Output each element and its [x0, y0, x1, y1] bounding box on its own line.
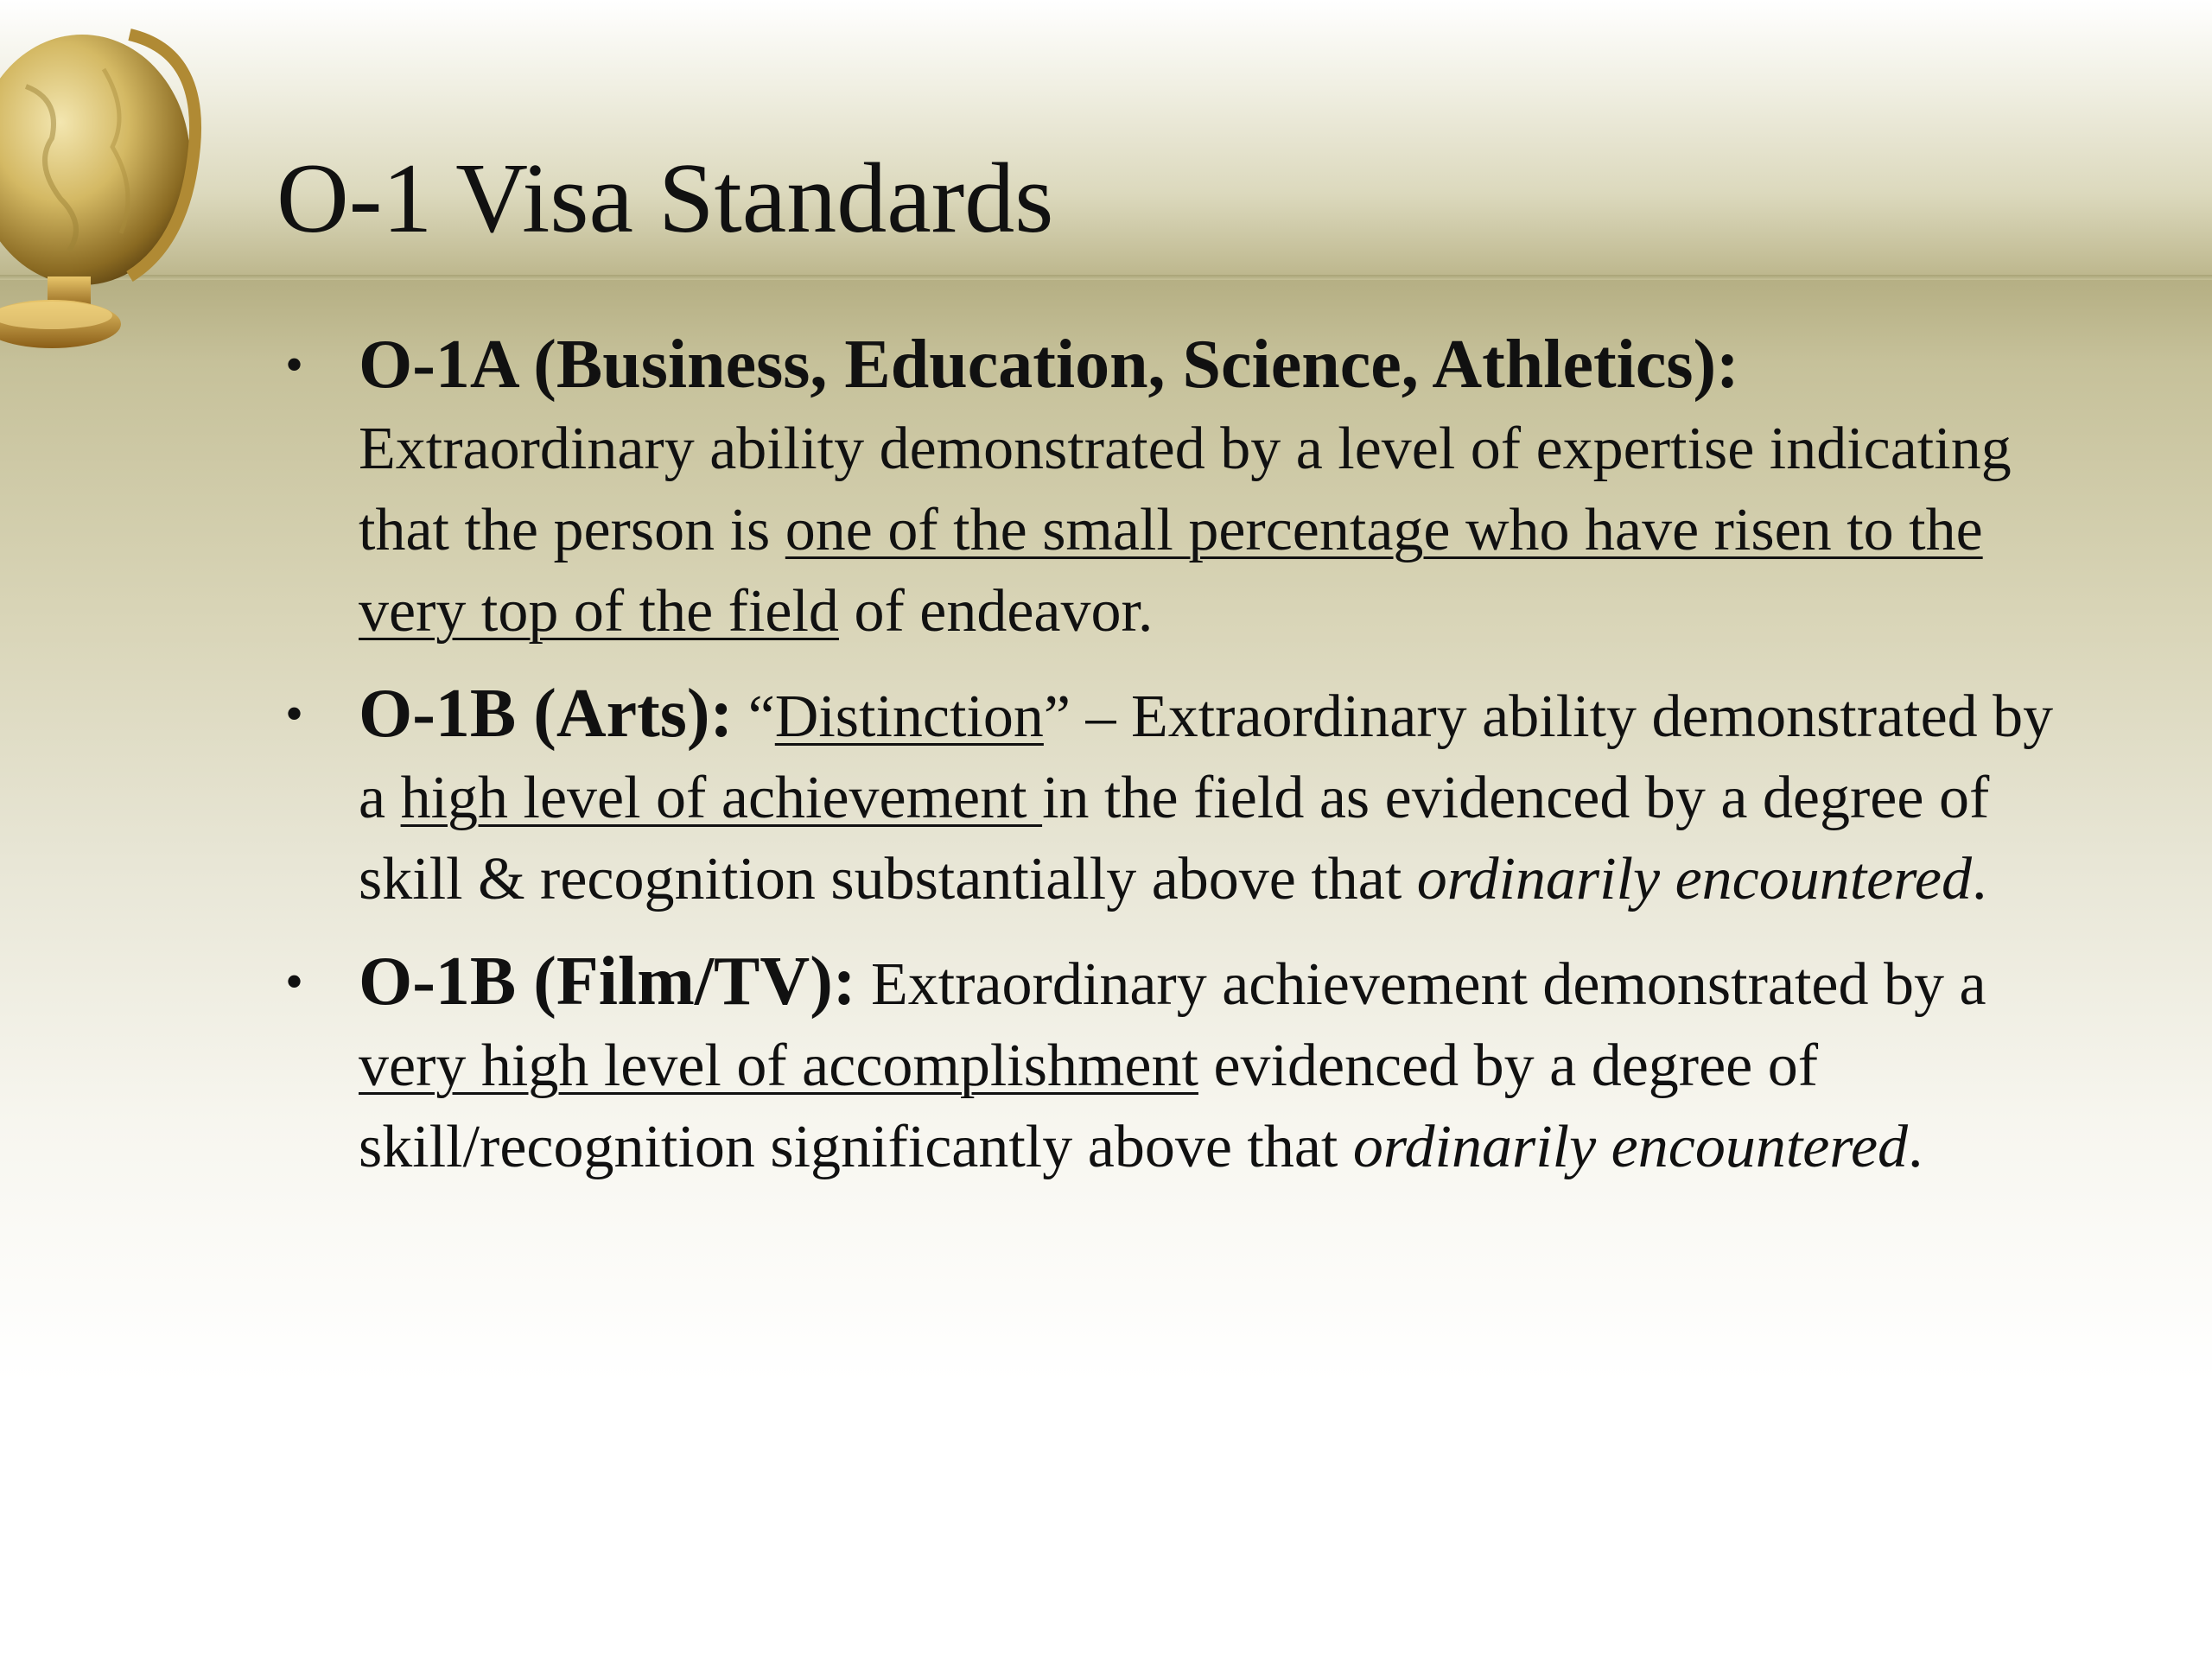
- bullet-text: “: [733, 683, 775, 750]
- bullet-text: of endeavor.: [838, 578, 1154, 645]
- bullet-o1b-arts: [285, 673, 2065, 920]
- bullet-dot: •: [285, 685, 304, 742]
- bullet-text: evidenced by a degree of skill/recognition significantly above that: [359, 1033, 1819, 1180]
- bullet-text: Extraordinary ability demonstrated by a level of expertise indicating that the person is: [359, 416, 2012, 563]
- bullet-label: O-1B (Arts):: [359, 676, 734, 752]
- bullet-text: ” – Extraordinary ability demonstrated by a: [359, 683, 2054, 831]
- bullet-o1b-film-tv: [285, 941, 2065, 1188]
- bullet-italic-text: ordinarily encountered: [1416, 846, 1972, 912]
- bullet-underlined-text: Distinction: [774, 683, 1044, 750]
- bullet-label: O-1A (Business, Education, Science, Athletics):: [359, 327, 1739, 403]
- bullet-italic-text: ordinarily encountered: [1352, 1114, 1909, 1180]
- bullet-text: .: [1971, 846, 1987, 912]
- bullet-list: [285, 324, 2065, 1209]
- bullet-underlined-text: one of the small percentage who have risen to the very top of the field: [359, 497, 1983, 645]
- bullet-underlined-text: very high level of accomplishment: [359, 1033, 1198, 1099]
- bullet-text: in the field as evidenced by a degree of skill & recognition substantially above that: [359, 765, 1990, 912]
- slide-title: O-1 Visa Standards: [276, 143, 1054, 254]
- bullet-underlined-text: high level of achievement: [400, 765, 1043, 831]
- globe-icon: [0, 17, 207, 363]
- bullet-dot: •: [285, 953, 304, 1010]
- bullet-text: Extraordinary achievement demonstrated by a: [855, 951, 1986, 1018]
- bullet-label: O-1B (Film/TV):: [359, 944, 856, 1020]
- bullet-o1a: [285, 324, 2065, 652]
- bullet-text: .: [1908, 1114, 1923, 1180]
- bullet-dot: •: [285, 336, 304, 393]
- header-divider: [0, 275, 2212, 280]
